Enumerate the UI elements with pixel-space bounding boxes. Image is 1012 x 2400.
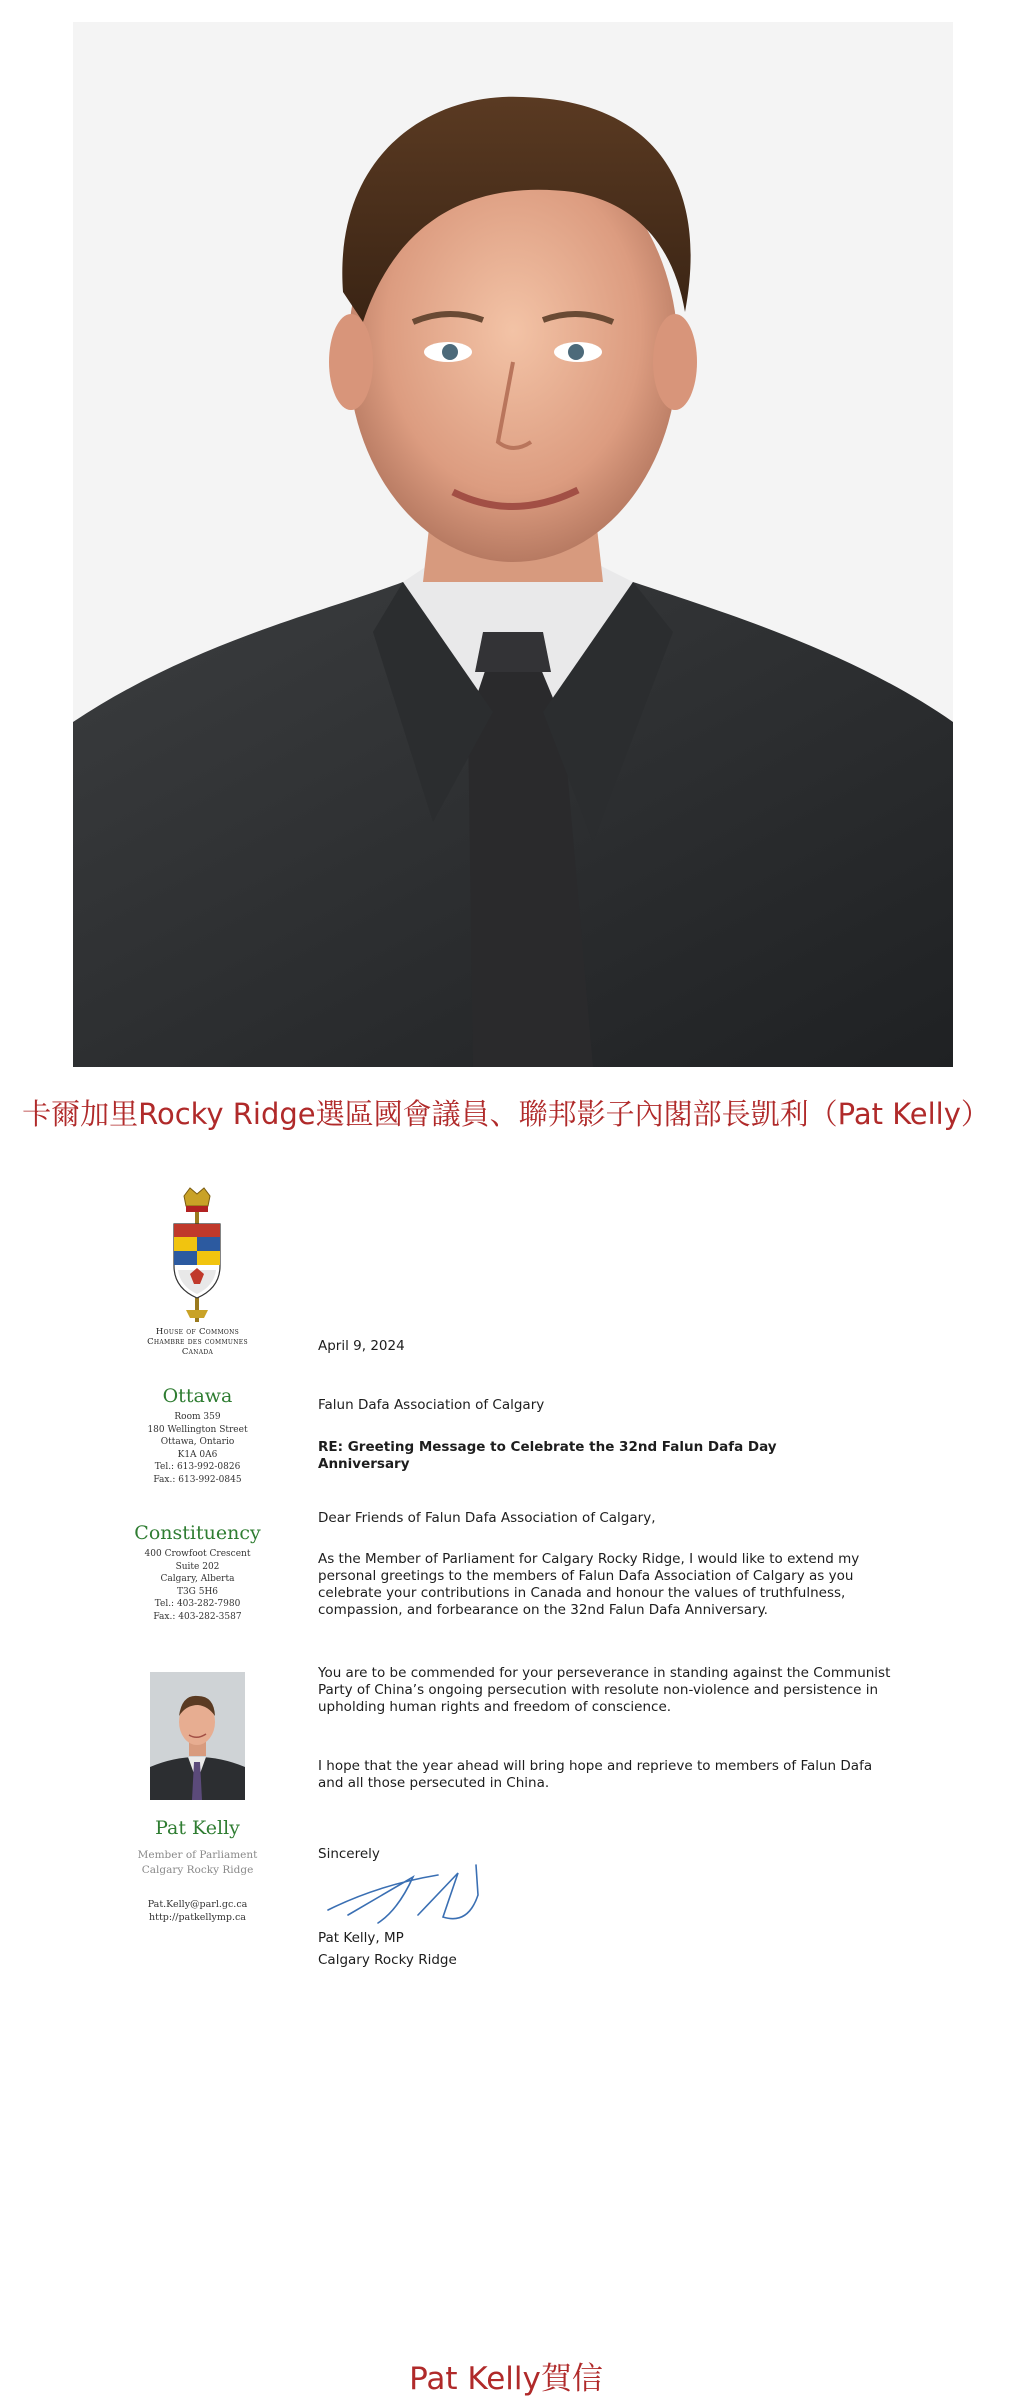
- ottawa-address-line: Tel.: 613-992-0826: [154, 1462, 241, 1473]
- mp-riding: Calgary Rocky Ridge: [141, 1864, 254, 1876]
- constituency-address-line: 400 Crowfoot Crescent: [144, 1549, 251, 1559]
- constituency-address-line: Tel.: 403-282-7980: [154, 1599, 241, 1610]
- house-of-commons-label: [120, 1327, 275, 1357]
- letter-closing: Sincerely: [318, 1846, 380, 1862]
- ottawa-address-line: Ottawa, Ontario: [160, 1437, 235, 1448]
- photo-caption: 卡爾加里Rocky Ridge選區國會議員、聯邦影子內閣部長凱利（Pat Kelly）: [22, 1097, 990, 1131]
- letter-signer: Pat Kelly, MP: [318, 1930, 404, 1946]
- letter-caption: Pat Kelly賀信: [409, 2361, 603, 2397]
- house-label-en: House of Commons: [155, 1327, 240, 1337]
- mp-name: Pat Kelly: [155, 1817, 240, 1839]
- letter-date: April 9, 2024: [318, 1338, 405, 1354]
- letter-recipient: Falun Dafa Association of Calgary: [318, 1397, 545, 1413]
- house-label-fr: Chambre des communes: [147, 1337, 248, 1347]
- ottawa-address-line: K1A 0A6: [177, 1449, 218, 1460]
- ottawa-office-title: Ottawa: [162, 1385, 233, 1407]
- letter-salutation: Dear Friends of Falun Dafa Association of Calgary,: [318, 1510, 656, 1526]
- letter-subject: RE: Greeting Message to Celebrate the 32nd Falun Dafa Day Anniversary: [318, 1439, 777, 1472]
- ottawa-address-line: 180 Wellington Street: [147, 1424, 248, 1435]
- constituency-address-line: Fax.: 403-282-3587: [153, 1611, 242, 1622]
- constituency-address-line: Suite 202: [175, 1561, 220, 1572]
- portrait-illustration: [73, 22, 953, 1067]
- constituency-office-address: [120, 1548, 275, 1624]
- greeting-letter: [120, 1180, 900, 1980]
- constituency-address-line: T3G 5H6: [176, 1586, 219, 1597]
- mp-title: Member of Parliament: [137, 1849, 258, 1861]
- letter-paragraph: You are to be commended for your perseverance in standing against the Communist Party of China’s ongoing persecution with resolute non-violence and persistence in upholding human rights and freedom of conscience.: [318, 1665, 891, 1715]
- mp-headshot: [150, 1672, 245, 1800]
- constituency-address-line: Calgary, Alberta: [160, 1574, 235, 1585]
- letter-signer-riding: Calgary Rocky Ridge: [318, 1952, 457, 1968]
- letter-paragraph: I hope that the year ahead will bring hope and reprieve to members of Falun Dafa and all those persecuted in China.: [318, 1758, 873, 1791]
- ottawa-address-line: Room 359: [174, 1412, 221, 1422]
- letter-paragraph: As the Member of Parliament for Calgary Rocky Ridge, I would like to extend my personal greetings to the members of Falun Dafa Association of Calgary as you celebrate your contributions in Canada and honour the values of truthfulness, compassion, and forbearance on the 32nd Falun Dafa Anniversary.: [318, 1551, 860, 1618]
- mp-contact: [120, 1898, 275, 1924]
- ottawa-address-line: Fax.: 613-992-0845: [153, 1474, 242, 1485]
- portrait-photo: [73, 22, 953, 1067]
- house-of-commons-crest-icon: [164, 1186, 230, 1324]
- ottawa-office-address: [120, 1411, 275, 1487]
- mp-email: Pat.Kelly@parl.gc.ca: [147, 1899, 248, 1910]
- mp-role: [120, 1848, 275, 1878]
- handwritten-signature: [318, 1855, 548, 1930]
- constituency-office-title: Constituency: [134, 1522, 261, 1544]
- mp-website: http://patkellymp.ca: [149, 1912, 246, 1923]
- house-label-country: Canada: [181, 1347, 214, 1357]
